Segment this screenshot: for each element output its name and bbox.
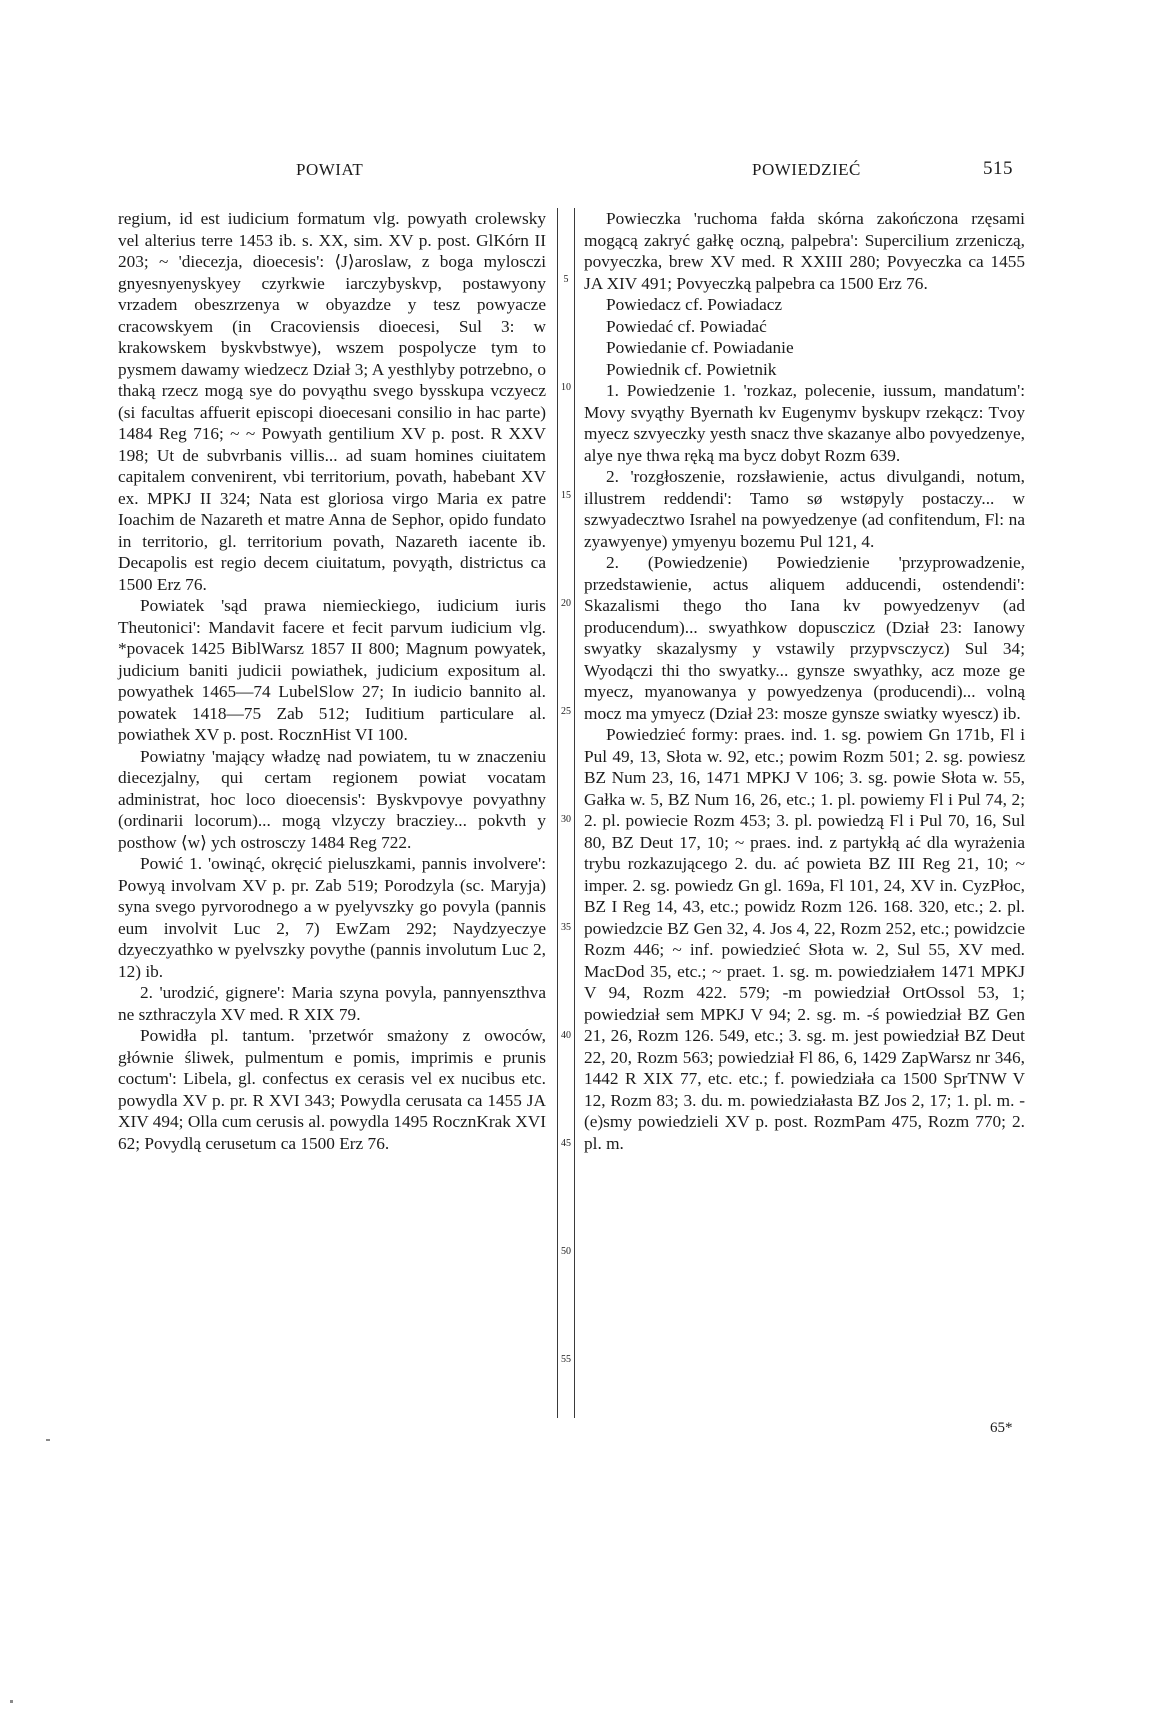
line-number: 10 [561, 382, 571, 393]
entry-powiedac: Powiedać cf. Powiadać [606, 316, 767, 336]
entry-powiedziec: Powiedzieć formy: praes. ind. 1. sg. powiem Gn 171b, Fl i Pul 49, 13, Słota w. 92, etc.; powim Rozm 501; 2. sg. powiesz BZ Num 23, 16, 1471 MPKJ V 106; 3. sg. powie Słota w. 55, Gałka w. 5, BZ Num 16, 26, etc.; 1. pl. powiemy Fl i Pul 74, 2; 2. pl. powiecie Rozm 453; 3. pl. powiedzą Fl i Pul 70, 16, Sul 80, BZ Deut 17, 10; ~ praes. ind. z partykłą ać dla wyrażenia trybu rozkazującego 2. du. ać powieta BZ III Reg 21, 10; ~ imper. 2. sg. powiedz Gn gl. 169a, Fl 101, 24, XV in. CyzPłoc, BZ I Reg 14, 43, etc.; powidz Rozm 126. 168. 320, etc.; 2. pl. powiedzcie BZ Gen 32, 4. Jos 4, 22, Rozm 252, etc.; powidzcie Rozm 446; ~ inf. powiedzieć Słota w. 2, Sul 55, XV med. MacDod 35, etc.; ~ praet. 1. sg. m. powiedziałem 1471 MPKJ V 94, Rozm 422. 579; -m powiedział OrtOssol 53, 1; powiedział sem MPKJ V 94; 2. sg. m. -ś powiedział BZ Gen 21, 26, Rozm 126. 549, etc.; 3. sg. m. jest powiedział BZ Deut 22, 20, Rozm 563; powiedział Fl 86, 6, 1429 ZapWarsz nr 346, 1442 R XIX 77, etc. etc.; f. powiedziała ca 1500 SprTNW V 12, Rozm 83; 3. du. m. powiedziałasta BZ Jos 2, 17; 1. pl. m. -(e)smy powiedzieli XV p. post. RozmPam 475, Rozm 770; 2. pl. m. [584, 725, 1025, 1153]
scan-speck [46, 1439, 50, 1441]
line-number: 55 [561, 1354, 571, 1365]
line-number: 15 [561, 490, 571, 501]
line-number: 40 [561, 1030, 571, 1041]
entry-powiedzienie: 2. (Powiedzenie) Powiedzienie 'przyprowadzenie, przedstawienie, actus aliquem adducendi, ostendendi': Skazalismi thego tho Iana kv powyedzenyv (ad producendum)... swyathkow dopusczicz (Dział 23: Ianowy swyatky skazalysmy y vstawily przypvsczycz) Sul 34; Wyodączi thi tho swyatky... gynsze swyathky, acz moze ge myecz, myanowanya y powyedzenya (producendi)... volną mocz ma ymyecz (Dział 23: mosze gynsze swiatky wyescz) ib. [584, 553, 1025, 723]
line-number: 50 [561, 1246, 571, 1257]
running-head-right: POWIEDZIEĆ [752, 160, 861, 179]
entry-powiatny: Powiatny 'mający władzę nad powiatem, tu w znaczeniu diecezjalny, qui certam regionem powiat vocatam administrat, hoc loco dioecensis': Byskvpovye povyathny (ordinarii locorum)... mogą vlzyczy bracziey... pokvth y posthow ⟨w⟩ ych ostrosczy 1484 Reg 722. [118, 746, 546, 852]
line-number: 5 [563, 274, 569, 285]
entry-powiat-continuation: regium, id est iudicium formatum vlg. powyath crolewsky vel alterius terre 1453 ib. s. XX, sim. XV p. post. GlKórn II 203; ~ 'diecezja, dioecesis': ⟨J⟩aroslaw, z boga mylosczi gnyesnyenyskyey czyrkwie iarczybyskvp, postawyony vrzadem obeszrzenya w obyazdze y tesz powyacze cracowskyem (in Cracoviensis dioecesi, Sul 3: w krakowskem byskvbstwye), wszem pospolycze tym to pysmem dawamy wiedzecz Dział 3; A yesthlyby potrzebno, o thaką rzecz mogą sye do povyąthu svego bysskupa vczyecz (si facultas affuerit episcopi dioecesani consilio in hac parte) 1484 Reg 716; ~ ~ Powyath gentilium XV p. post. R XXV 198; Ut de subvrbanis villis... ad suam homines ciuitatem capitalem convenirent, vbi territorium, povath, habebant XV ex. MPKJ II 324; Nata est gloriosa virgo Maria ex patre Ioachim de Nazareth et matre Anna de Sephor, opido fundato in territorio, gl. territorium povath, Nazareth iacente ib. Decapolis est regio decem ciuitatum, povyąth, districtus ca 1500 Erz 76. [118, 209, 546, 594]
right-column [584, 208, 1025, 1154]
line-number: 30 [561, 814, 571, 825]
line-number: 20 [561, 598, 571, 609]
entry-powic-2: 2. 'urodzić, gignere': Maria szyna povyla, pannyenszthva ne szthraczyla XV med. R XIX 79. [118, 983, 546, 1024]
entry-powiatek: Powiatek 'sąd prawa niemieckiego, iudicium iuris Theutonici': Mandavit facere et fecit parvum iudicium vlg. *povacek 1425 BiblWarsz 1857 II 800; Magnum powyatek, judicium baniti judicii powiathek, judicium expositum al. powyathek 1465—74 LubelSlow 27; In iudicio bannito al. powatek 1418—75 Zab 512; Iuditium particulare al. powiathek XV p. post. RocznHist VI 100. [118, 596, 546, 744]
page-number: 515 [983, 158, 1013, 179]
entry-powieczka: Powieczka 'ruchoma fałda skórna zakończona rzęsami mogącą zakryć gałkę oczną, palpebra': Supercilium zrzeniczą, povyeczka, brew XV med. R XXIII 280; Povyeczka ca 1455 JA XIV 491; Povyeczką palpebra ca 1500 Erz 76. [584, 209, 1025, 293]
entry-powic-1: Powić 1. 'owinąć, okręcić pieluszkami, pannis involvere': Powyą involvam XV p. pr. Zab 519; Porodzyla (sc. Maryja) syna svego pyrvorodnego a w pyelyvszky go povyla (pannis eum involvit Luc 2, 7) EwZam 292; Naydzyeczye dzyeczyathko w pyelvszky povythe (pannis involutum Luc 2, 12) ib. [118, 854, 546, 981]
line-number: 35 [561, 922, 571, 933]
entry-powiedzenie-2: 2. 'rozgłoszenie, rozsławienie, actus divulgandi, notum, illustrem reddendi': Tamo sø wstøpyly postaczy... w szwyadecztwo Israhel na powyedzenye (ad confitendum, Fl: na zyawyenye) ymyenyu bozemu Pul 121, 4. [584, 467, 1025, 551]
printer-signature: 65* [990, 1420, 1013, 1436]
entry-powiedanie: Powiedanie cf. Powiadanie [606, 338, 794, 357]
scan-speck [10, 1700, 13, 1703]
entry-powiednik: Powiednik cf. Powietnik [606, 359, 777, 379]
running-head-left: POWIAT [296, 160, 364, 179]
left-column [118, 208, 546, 1154]
entry-powidla: Powidła pl. tantum. 'przetwór smażony z owoców, głównie śliwek, pulmentum e pomis, imprimis e prunis coctum': Libela, gl. confectus ex cerasis vel ex nucibus etc. powydla XV p. pr. R XVI 343; Powydla cerusata ca 1455 JA XIV 494; Olla cum cerusis al. powydla 1495 RocznKrak XVI 62; Povydlą cerusetum ca 1500 Erz 76. [118, 1026, 546, 1153]
entry-powiedacz: Powiedacz cf. Powiadacz [606, 295, 783, 314]
entry-powiedzenie-1: 1. Powiedzenie 1. 'rozkaz, polecenie, iussum, mandatum': Movy svyąthy Byernath kv Eugenymv byskupv rzekącz: Tvoy myecz szvyeczky yesth snacz thve skazanye albo povyedzenye, alye nye thwa ręką ma bycz dobyt Rozm 639. [584, 381, 1025, 465]
line-number: 45 [561, 1138, 571, 1149]
line-number: 25 [561, 706, 571, 717]
